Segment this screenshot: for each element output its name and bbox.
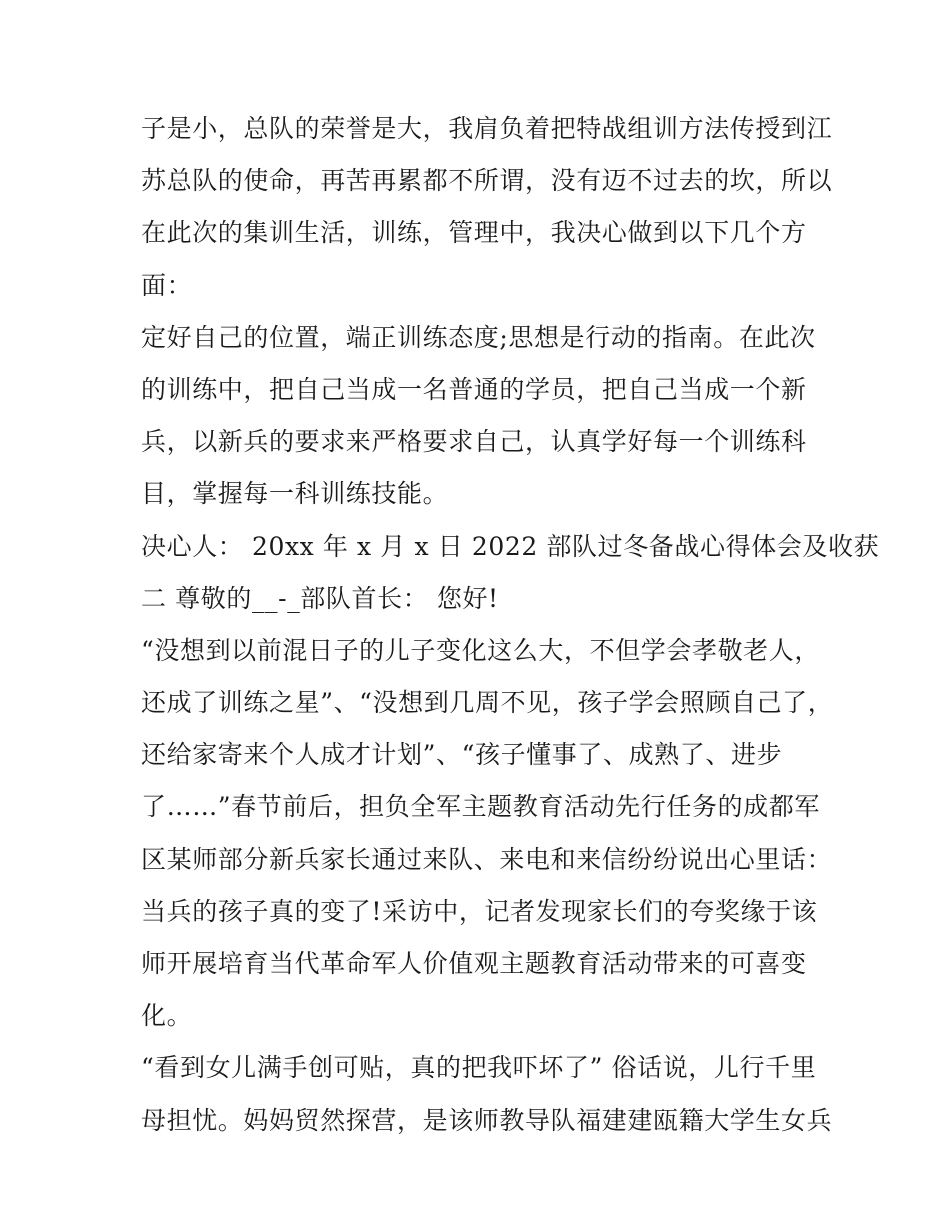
text-line: 师开展培育当代革命军人价值观主题教育活动带来的可喜变: [141, 949, 807, 978]
text-line: 化。: [141, 1001, 193, 1031]
text-line: “没想到以前混日子的儿子变化这么大，不但学会孝敬老人，: [141, 635, 820, 665]
text-line: 决心人： 20xx 年 x 月 x 日 2022 部队过冬备战心得体会及收获: [141, 531, 880, 561]
text-line: 当兵的孩子真的变了!采访中，记者发现家长们的夸奖缘于该: [141, 896, 818, 926]
text-line: 兵，以新兵的要求来严格要求自己，认真学好每一个训练科: [141, 427, 807, 457]
document-body: [141, 103, 880, 1147]
text-line: 子是小，总队的荣誉是大，我肩负着把特战组训方法传授到江: [141, 114, 833, 143]
text-line: “看到女儿满手创可贴，真的把我吓坏了” 俗话说，儿行千里: [141, 1053, 817, 1083]
text-line: 了……”春节前后，担负全军主题教育活动先行任务的成都军: [141, 792, 820, 822]
text-line: 苏总队的使命，再苦再累都不所谓，没有迈不过去的坎，所以: [141, 166, 833, 196]
text-line: 目，掌握每一科训练技能。: [141, 479, 449, 509]
text-line: 区某师部分新兵家长通过来队、来电和来信纷纷说出心里话：: [141, 844, 833, 874]
text-line: 还成了训练之星”、“没想到几周不见，孩子学会照顾自己了，: [141, 688, 834, 718]
text-line: 二 尊敬的__-_部队首长： 您好!: [141, 583, 499, 613]
text-line: 的训练中，把自己当成一名普通的学员，把自己当成一个新: [141, 374, 807, 404]
text-line: 母担忧。妈妈贸然探营，是该师教导队福建建瓯籍大学生女兵: [141, 1105, 833, 1135]
text-line: 在此次的集训生活，训练，管理中，我决心做到以下几个方: [141, 218, 807, 248]
text-line: 定好自己的位置，端正训练态度;思想是行动的指南。在此次: [141, 322, 816, 352]
text-line: 还给家寄来个人成才计划”、“孩子懂事了、成熟了、进步: [141, 740, 783, 770]
text-line: 面：: [141, 270, 193, 300]
